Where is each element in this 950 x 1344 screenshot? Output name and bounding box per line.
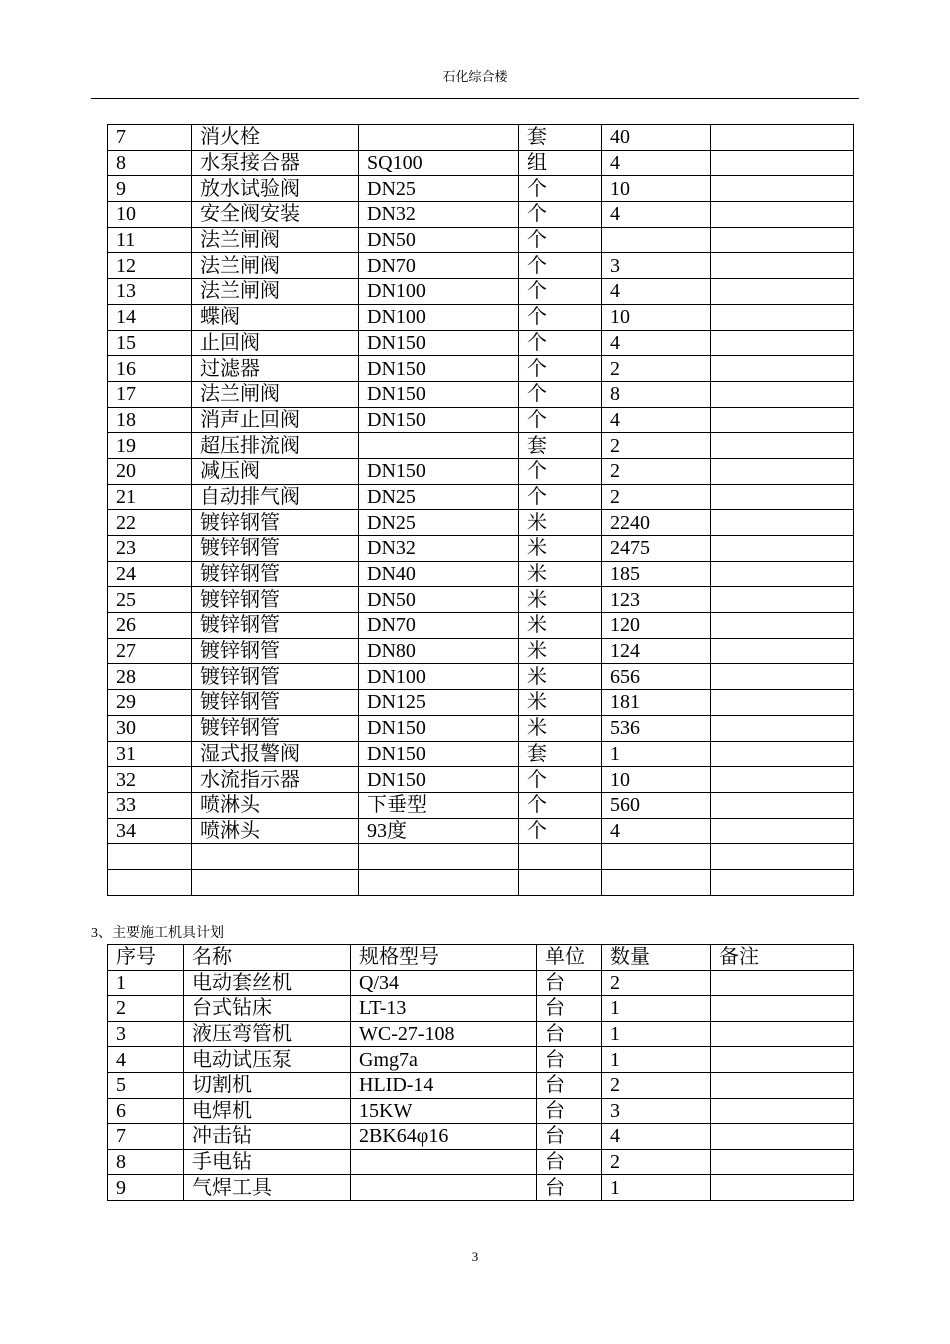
- table-cell: 4: [602, 330, 711, 356]
- table-cell: 个: [519, 767, 602, 793]
- table-cell: DN70: [359, 613, 519, 639]
- table-cell: DN70: [359, 253, 519, 279]
- table-cell: 自动排气阀: [192, 484, 359, 510]
- table-row: [108, 561, 854, 587]
- table-row: [108, 536, 854, 562]
- table-cell: 1: [602, 1021, 711, 1047]
- table-cell: 656: [602, 664, 711, 690]
- table-row: [108, 458, 854, 484]
- table-cell: 喷淋头: [192, 792, 359, 818]
- table-cell: 4: [602, 150, 711, 176]
- table-cell: DN150: [359, 715, 519, 741]
- table-cell: 冲击钻: [184, 1124, 351, 1150]
- table-cell: 套: [519, 125, 602, 151]
- table-cell: 台: [537, 970, 602, 996]
- table-cell: 个: [519, 792, 602, 818]
- table-cell: [359, 869, 519, 895]
- table-cell: Gmg7a: [351, 1047, 537, 1073]
- table-cell: [711, 869, 854, 895]
- table-row: [108, 869, 854, 895]
- table-cell: [108, 869, 192, 895]
- table-cell: [711, 1175, 854, 1201]
- table-row: [108, 741, 854, 767]
- table-cell: 个: [519, 227, 602, 253]
- table-cell: 30: [108, 715, 192, 741]
- table-cell: 3: [602, 1098, 711, 1124]
- table-row: [108, 970, 854, 996]
- table-row: [108, 330, 854, 356]
- table-cell: 放水试验阀: [192, 176, 359, 202]
- table-cell: 台: [537, 1072, 602, 1098]
- table-cell: DN125: [359, 690, 519, 716]
- table-cell: 13: [108, 279, 192, 305]
- table-cell: 台: [537, 1175, 602, 1201]
- table-cell: 米: [519, 613, 602, 639]
- table-cell: DN25: [359, 176, 519, 202]
- table-cell: [711, 561, 854, 587]
- table-cell: 29: [108, 690, 192, 716]
- table-cell: HLID-14: [351, 1072, 537, 1098]
- table-cell: [711, 767, 854, 793]
- table-cell: 93度: [359, 818, 519, 844]
- table-row: [108, 664, 854, 690]
- table-cell: 米: [519, 715, 602, 741]
- table-cell: 181: [602, 690, 711, 716]
- table-cell: 米: [519, 690, 602, 716]
- table-cell: 3: [602, 253, 711, 279]
- table-cell: [351, 1175, 537, 1201]
- table-cell: [711, 150, 854, 176]
- table-cell: 镀锌钢管: [192, 536, 359, 562]
- section-title: 3、主要施工机具计划: [91, 926, 224, 941]
- table-cell: 8: [108, 1149, 184, 1175]
- table-cell: DN150: [359, 407, 519, 433]
- table-cell: [711, 125, 854, 151]
- table-cell: 32: [108, 767, 192, 793]
- column-header: 数量: [602, 945, 711, 971]
- table-cell: 台: [537, 996, 602, 1022]
- column-header: 序号: [108, 945, 184, 971]
- table-cell: DN150: [359, 767, 519, 793]
- table-cell: 15: [108, 330, 192, 356]
- table-cell: [711, 381, 854, 407]
- table-cell: [359, 433, 519, 459]
- table-cell: [711, 227, 854, 253]
- table-row: [108, 818, 854, 844]
- table-cell: 14: [108, 304, 192, 330]
- table-cell: [359, 125, 519, 151]
- table-cell: [192, 869, 359, 895]
- table-row: [108, 150, 854, 176]
- table-cell: 123: [602, 587, 711, 613]
- table-cell: 7: [108, 125, 192, 151]
- page-number: 3: [471, 1249, 479, 1264]
- table-row: [108, 638, 854, 664]
- table-row: [108, 356, 854, 382]
- table-cell: DN100: [359, 279, 519, 305]
- table-cell: 镀锌钢管: [192, 638, 359, 664]
- table-cell: 2240: [602, 510, 711, 536]
- table-row: [108, 484, 854, 510]
- table-cell: [711, 690, 854, 716]
- table-cell: [711, 792, 854, 818]
- table-cell: 个: [519, 176, 602, 202]
- table-cell: [711, 844, 854, 870]
- table-cell: 气焊工具: [184, 1175, 351, 1201]
- table-row: [108, 304, 854, 330]
- column-header: 备注: [711, 945, 854, 971]
- table-cell: 12: [108, 253, 192, 279]
- table-cell: 4: [602, 1124, 711, 1150]
- table-cell: 消声止回阀: [192, 407, 359, 433]
- table-cell: 镀锌钢管: [192, 664, 359, 690]
- table-cell: 蝶阀: [192, 304, 359, 330]
- table-cell: 法兰闸阀: [192, 227, 359, 253]
- table-cell: 个: [519, 818, 602, 844]
- table-cell: [711, 304, 854, 330]
- table-cell: [711, 1021, 854, 1047]
- table-cell: 水泵接合器: [192, 150, 359, 176]
- table-cell: [711, 458, 854, 484]
- table-row: [108, 407, 854, 433]
- table-cell: [711, 1124, 854, 1150]
- table-cell: [711, 613, 854, 639]
- table-cell: 17: [108, 381, 192, 407]
- table-cell: [711, 1149, 854, 1175]
- table-cell: [359, 844, 519, 870]
- table-cell: 米: [519, 638, 602, 664]
- table-cell: 7: [108, 1124, 184, 1150]
- table-cell: 25: [108, 587, 192, 613]
- table-cell: 4: [602, 279, 711, 305]
- table-cell: 18: [108, 407, 192, 433]
- table-cell: 10: [602, 176, 711, 202]
- table-cell: 个: [519, 484, 602, 510]
- table-cell: 16: [108, 356, 192, 382]
- table-row: [108, 996, 854, 1022]
- table-cell: [711, 202, 854, 228]
- table-cell: 米: [519, 587, 602, 613]
- table-row: [108, 279, 854, 305]
- table-cell: 电动套丝机: [184, 970, 351, 996]
- table-cell: 1: [602, 1175, 711, 1201]
- table-cell: 液压弯管机: [184, 1021, 351, 1047]
- table-cell: 米: [519, 664, 602, 690]
- table-cell: 4: [602, 407, 711, 433]
- table-cell: 4: [602, 818, 711, 844]
- table-cell: 31: [108, 741, 192, 767]
- tools-table-body: [108, 970, 854, 1200]
- table-cell: [711, 510, 854, 536]
- table-cell: [711, 176, 854, 202]
- table-cell: [711, 356, 854, 382]
- table-cell: 1: [602, 741, 711, 767]
- table-cell: 个: [519, 279, 602, 305]
- tools-table-header-row: [108, 945, 854, 971]
- table-cell: 套: [519, 433, 602, 459]
- table-cell: 34: [108, 818, 192, 844]
- table-cell: [711, 587, 854, 613]
- table-cell: [711, 715, 854, 741]
- table-cell: 2BK64φ16: [351, 1124, 537, 1150]
- table-cell: DN150: [359, 381, 519, 407]
- table-cell: DN50: [359, 227, 519, 253]
- table-cell: 40: [602, 125, 711, 151]
- table-row: [108, 767, 854, 793]
- table-cell: [602, 869, 711, 895]
- table-cell: 个: [519, 356, 602, 382]
- table-cell: [351, 1149, 537, 1175]
- table-cell: DN150: [359, 356, 519, 382]
- table-cell: 个: [519, 381, 602, 407]
- column-header: 规格型号: [351, 945, 537, 971]
- table-cell: 2475: [602, 536, 711, 562]
- table-cell: 8: [108, 150, 192, 176]
- table-cell: DN150: [359, 330, 519, 356]
- table-row: [108, 433, 854, 459]
- table-cell: [711, 330, 854, 356]
- table-cell: 台: [537, 1047, 602, 1073]
- table-cell: 2: [602, 484, 711, 510]
- table-cell: 10: [108, 202, 192, 228]
- table-cell: 镀锌钢管: [192, 613, 359, 639]
- table-cell: 120: [602, 613, 711, 639]
- table-cell: 2: [108, 996, 184, 1022]
- table-cell: 镀锌钢管: [192, 587, 359, 613]
- table-cell: 124: [602, 638, 711, 664]
- table-cell: 26: [108, 613, 192, 639]
- table-cell: 20: [108, 458, 192, 484]
- table-cell: 止回阀: [192, 330, 359, 356]
- table-cell: 米: [519, 561, 602, 587]
- table-cell: DN25: [359, 510, 519, 536]
- table-cell: [711, 279, 854, 305]
- table-cell: 10: [602, 767, 711, 793]
- table-cell: 米: [519, 536, 602, 562]
- table-cell: 个: [519, 304, 602, 330]
- table-cell: 镀锌钢管: [192, 561, 359, 587]
- table-row: [108, 690, 854, 716]
- table-cell: 个: [519, 407, 602, 433]
- table-cell: [519, 844, 602, 870]
- table-cell: 9: [108, 176, 192, 202]
- table-cell: 33: [108, 792, 192, 818]
- table-cell: DN50: [359, 587, 519, 613]
- table-cell: 5: [108, 1072, 184, 1098]
- table-cell: [711, 407, 854, 433]
- table-cell: 个: [519, 202, 602, 228]
- table-cell: [711, 996, 854, 1022]
- table-cell: [711, 484, 854, 510]
- table-cell: [711, 638, 854, 664]
- table-row: [108, 1047, 854, 1073]
- table-cell: 185: [602, 561, 711, 587]
- table-cell: [711, 536, 854, 562]
- table-cell: DN150: [359, 741, 519, 767]
- table-cell: 22: [108, 510, 192, 536]
- table-cell: 镀锌钢管: [192, 510, 359, 536]
- table-cell: 喷淋头: [192, 818, 359, 844]
- table-cell: 过滤器: [192, 356, 359, 382]
- table-cell: 台式钻床: [184, 996, 351, 1022]
- table-cell: 4: [602, 202, 711, 228]
- materials-table-body: [108, 125, 854, 896]
- table-cell: DN80: [359, 638, 519, 664]
- table-cell: 15KW: [351, 1098, 537, 1124]
- table-row: [108, 1098, 854, 1124]
- table-cell: 6: [108, 1098, 184, 1124]
- table-cell: [711, 433, 854, 459]
- table-row: [108, 381, 854, 407]
- column-header: 名称: [184, 945, 351, 971]
- table-cell: 电动试压泵: [184, 1047, 351, 1073]
- table-row: [108, 176, 854, 202]
- table-cell: 24: [108, 561, 192, 587]
- table-cell: 消火栓: [192, 125, 359, 151]
- table-cell: 2: [602, 1072, 711, 1098]
- table-row: [108, 253, 854, 279]
- table-cell: 2: [602, 458, 711, 484]
- table-row: [108, 1149, 854, 1175]
- table-cell: 台: [537, 1149, 602, 1175]
- table-cell: LT-13: [351, 996, 537, 1022]
- table-cell: 电焊机: [184, 1098, 351, 1124]
- tools-table: [107, 944, 854, 1201]
- table-row: [108, 844, 854, 870]
- table-cell: 法兰闸阀: [192, 253, 359, 279]
- table-row: [108, 1072, 854, 1098]
- table-cell: 减压阀: [192, 458, 359, 484]
- table-cell: 个: [519, 253, 602, 279]
- column-header: 单位: [537, 945, 602, 971]
- table-cell: 19: [108, 433, 192, 459]
- table-cell: 536: [602, 715, 711, 741]
- table-row: [108, 125, 854, 151]
- table-cell: 法兰闸阀: [192, 279, 359, 305]
- table-cell: [519, 869, 602, 895]
- table-cell: DN40: [359, 561, 519, 587]
- table-cell: 21: [108, 484, 192, 510]
- table-cell: 11: [108, 227, 192, 253]
- table-cell: 9: [108, 1175, 184, 1201]
- table-cell: [602, 227, 711, 253]
- table-cell: 切割机: [184, 1072, 351, 1098]
- table-row: [108, 1021, 854, 1047]
- table-cell: 1: [108, 970, 184, 996]
- table-cell: DN32: [359, 202, 519, 228]
- table-cell: 10: [602, 304, 711, 330]
- table-cell: 手电钻: [184, 1149, 351, 1175]
- table-cell: 2: [602, 356, 711, 382]
- table-cell: 水流指示器: [192, 767, 359, 793]
- table-cell: 2: [602, 433, 711, 459]
- table-cell: [711, 970, 854, 996]
- table-cell: 台: [537, 1124, 602, 1150]
- table-cell: WC-27-108: [351, 1021, 537, 1047]
- table-cell: [711, 1098, 854, 1124]
- table-row: [108, 202, 854, 228]
- page-header-title: 石化综合楼: [442, 69, 508, 84]
- table-cell: 个: [519, 330, 602, 356]
- table-cell: [711, 1047, 854, 1073]
- table-row: [108, 1175, 854, 1201]
- table-cell: DN100: [359, 664, 519, 690]
- table-cell: DN32: [359, 536, 519, 562]
- table-cell: 米: [519, 510, 602, 536]
- table-cell: 下垂型: [359, 792, 519, 818]
- table-cell: 23: [108, 536, 192, 562]
- table-cell: [711, 664, 854, 690]
- table-cell: 27: [108, 638, 192, 664]
- table-cell: 8: [602, 381, 711, 407]
- table-cell: 1: [602, 996, 711, 1022]
- table-cell: 台: [537, 1098, 602, 1124]
- table-cell: DN150: [359, 458, 519, 484]
- table-row: [108, 715, 854, 741]
- table-cell: DN25: [359, 484, 519, 510]
- table-cell: [711, 818, 854, 844]
- table-row: [108, 227, 854, 253]
- table-cell: [192, 844, 359, 870]
- table-cell: 法兰闸阀: [192, 381, 359, 407]
- table-cell: 3: [108, 1021, 184, 1047]
- materials-table: [107, 124, 854, 896]
- header-divider: [91, 98, 859, 99]
- table-cell: SQ100: [359, 150, 519, 176]
- table-cell: 镀锌钢管: [192, 715, 359, 741]
- table-cell: Q/34: [351, 970, 537, 996]
- table-cell: 28: [108, 664, 192, 690]
- table-row: [108, 1124, 854, 1150]
- table-cell: 镀锌钢管: [192, 690, 359, 716]
- table-cell: 组: [519, 150, 602, 176]
- table-row: [108, 613, 854, 639]
- table-cell: [108, 844, 192, 870]
- table-cell: 个: [519, 458, 602, 484]
- table-cell: 台: [537, 1021, 602, 1047]
- table-cell: [711, 741, 854, 767]
- table-cell: 560: [602, 792, 711, 818]
- table-row: [108, 587, 854, 613]
- table-row: [108, 510, 854, 536]
- table-cell: [602, 844, 711, 870]
- table-cell: 2: [602, 970, 711, 996]
- table-cell: 湿式报警阀: [192, 741, 359, 767]
- table-cell: 1: [602, 1047, 711, 1073]
- table-cell: 2: [602, 1149, 711, 1175]
- table-cell: 套: [519, 741, 602, 767]
- table-cell: [711, 1072, 854, 1098]
- table-cell: [711, 253, 854, 279]
- table-cell: 4: [108, 1047, 184, 1073]
- table-cell: 超压排流阀: [192, 433, 359, 459]
- table-cell: DN100: [359, 304, 519, 330]
- table-row: [108, 792, 854, 818]
- table-cell: 安全阀安装: [192, 202, 359, 228]
